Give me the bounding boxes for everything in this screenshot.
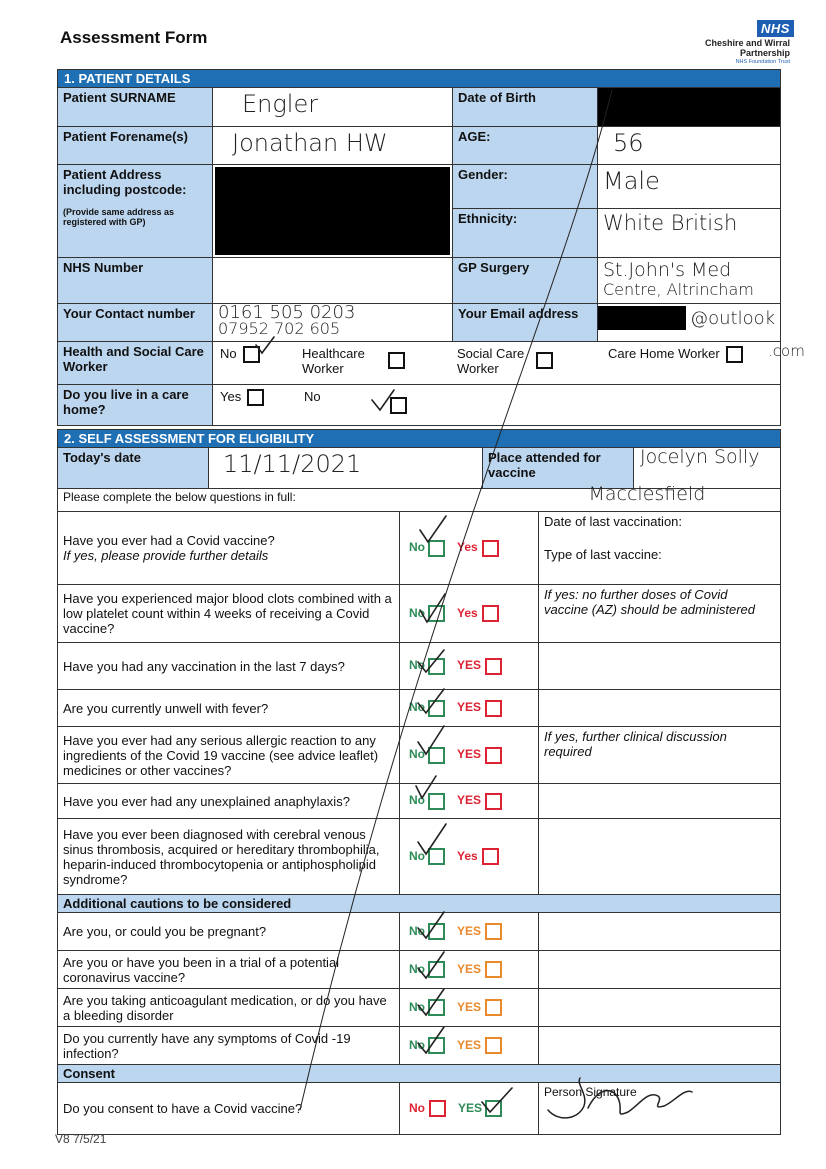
- gender-label: Gender:: [453, 165, 598, 209]
- nhs-logo: NHS: [757, 20, 794, 37]
- c1-note: [539, 951, 781, 989]
- q-consent: Do you consent to have a Covid vaccine?: [58, 1083, 400, 1135]
- q-anaphylaxis: Have you ever had any unexplained anaphylaxis?: [58, 784, 400, 819]
- q-allergic-reaction-note: If yes, further clinical discussion required: [539, 727, 781, 784]
- consent-yes-label: YES: [458, 1100, 483, 1115]
- forename-label: Patient Forename(s): [58, 127, 213, 165]
- email-value-tld: .com: [768, 342, 805, 360]
- signature-cell[interactable]: [539, 1083, 781, 1135]
- consent-yes-checkbox[interactable]: [485, 1100, 502, 1117]
- q3-no-label: No: [409, 700, 425, 715]
- hsc-social-checkbox[interactable]: [536, 352, 553, 369]
- q-covid-symptoms-answer: [400, 1027, 539, 1065]
- q-vaccination-7-days: Have you had any vaccination in the last 7 days?: [58, 643, 400, 690]
- section1-heading: 1. PATIENT DETAILS: [58, 70, 781, 88]
- q-blood-clots-answer: [400, 585, 539, 643]
- place-value-line2: Macclesfield: [588, 483, 706, 505]
- care-home-no-checkbox[interactable]: [390, 397, 407, 414]
- q-vaccine-trial: Are you or have you been in a trial of a potential coronavirus vaccine?: [58, 951, 400, 989]
- hsc-opt-carehome: [608, 346, 743, 363]
- q0-yes-label: Yes: [457, 540, 478, 555]
- place-field[interactable]: [634, 448, 780, 488]
- org-name-line1: Cheshire and Wirral: [705, 38, 790, 48]
- address-label-cell: [58, 165, 213, 258]
- care-home-yes-checkbox[interactable]: [247, 389, 264, 406]
- q-fever-answer: [400, 690, 539, 727]
- q-blood-clots: Have you experienced major blood clots combined with a low platelet count within 4 weeks of receiving a Covid vaccine?: [58, 585, 400, 643]
- hsc-opt-healthcare-label: Healthcare Worker: [302, 346, 365, 376]
- today-label: Today's date: [58, 448, 209, 488]
- email-value-suffix: @outlook: [690, 307, 776, 329]
- q6-note: [539, 819, 781, 895]
- q-fever: Are you currently unwell with fever?: [58, 690, 400, 727]
- surname-field[interactable]: [213, 88, 453, 127]
- q5-note: [539, 784, 781, 819]
- q5-no-label: No: [409, 793, 425, 808]
- q-covid-vaccine-note: [539, 512, 781, 585]
- org-name-line2: Partnership: [739, 48, 790, 58]
- q1-yes-checkbox[interactable]: [482, 605, 499, 622]
- q1-no-checkbox[interactable]: [428, 605, 445, 622]
- nhs-number-field[interactable]: [213, 258, 453, 304]
- q2-no-label: No: [409, 658, 425, 673]
- c0-no-label: No: [409, 923, 425, 938]
- c2-note: [539, 989, 781, 1027]
- q3-note: [539, 690, 781, 727]
- hsc-opt-social-label: Social Care Worker: [457, 346, 525, 376]
- email-redaction: [598, 306, 686, 330]
- q-covid-vaccine: [58, 512, 400, 585]
- place-line2-cell: [539, 483, 781, 512]
- gp-label: GP Surgery: [453, 258, 598, 304]
- c3-yes-label: YES: [457, 1037, 482, 1052]
- age-field[interactable]: [598, 127, 781, 165]
- care-home-label: Do you live in a care home?: [58, 385, 213, 426]
- q4-yes-label: YES: [457, 747, 482, 762]
- ethnicity-value: White British: [603, 211, 738, 236]
- q-covid-vaccine-subtext: If yes, please provide further details: [63, 548, 269, 563]
- q-covid-vaccine-answer: [400, 512, 539, 585]
- hsc-no-checkbox[interactable]: [243, 346, 260, 363]
- cautions-heading: Additional cautions to be considered: [58, 895, 781, 913]
- c1-yes-label: YES: [457, 961, 482, 976]
- q5-yes-checkbox[interactable]: [485, 793, 502, 810]
- q-blood-clots-note: If yes: no further doses of Covid vaccine (AZ) should be administered: [539, 585, 781, 643]
- q1-no-label: No: [409, 605, 425, 620]
- hsc-carehome-checkbox[interactable]: [726, 346, 743, 363]
- forename-value: Jonathan HW: [232, 129, 388, 157]
- c2-yes-checkbox[interactable]: [485, 999, 502, 1016]
- q6-yes-checkbox[interactable]: [482, 848, 499, 865]
- q-anaphylaxis-answer: [400, 784, 539, 819]
- place-label: Place attended for vaccine: [483, 448, 634, 488]
- hsc-healthcare-checkbox[interactable]: [388, 352, 405, 369]
- dob-label: Date of Birth: [453, 88, 598, 127]
- contact-label: Your Contact number: [58, 304, 213, 342]
- address-redaction: [215, 167, 450, 255]
- care-home-yes: [220, 389, 264, 406]
- gender-field[interactable]: [598, 165, 781, 209]
- patient-details-table: [57, 69, 805, 426]
- address-field[interactable]: [213, 165, 453, 258]
- q-covid-symptoms: Do you currently have any symptoms of Covid -19 infection?: [58, 1027, 400, 1065]
- q0-yes-checkbox[interactable]: [482, 540, 499, 557]
- c1-no-label: No: [409, 961, 425, 976]
- q2-note: [539, 643, 781, 690]
- q2-yes-label: YES: [457, 658, 482, 673]
- q5-no-checkbox[interactable]: [428, 793, 445, 810]
- ethnicity-field[interactable]: [598, 209, 781, 258]
- hsc-opt-no[interactable]: [220, 346, 260, 363]
- q0-note-type: Type of last vaccine:: [544, 547, 662, 562]
- c2-no-checkbox[interactable]: [428, 999, 445, 1016]
- q6-no-checkbox[interactable]: [428, 848, 445, 865]
- q0-no-label: No: [409, 540, 425, 555]
- c3-yes-checkbox[interactable]: [485, 1037, 502, 1054]
- c0-no-checkbox[interactable]: [428, 923, 445, 940]
- consent-heading: Consent: [58, 1065, 781, 1083]
- q4-no-checkbox[interactable]: [428, 747, 445, 764]
- q3-yes-checkbox[interactable]: [485, 700, 502, 717]
- consent-no-label: No: [409, 1100, 425, 1115]
- q4-yes-checkbox[interactable]: [485, 747, 502, 764]
- c3-no-checkbox[interactable]: [428, 1037, 445, 1054]
- consent-no-checkbox[interactable]: [429, 1100, 446, 1117]
- surname-value: Engler: [242, 90, 319, 118]
- gp-field[interactable]: [598, 258, 781, 304]
- section2-heading: 2. SELF ASSESSMENT FOR ELIGIBILITY: [58, 430, 781, 448]
- q3-yes-label: YES: [457, 700, 482, 715]
- c0-yes-label: YES: [457, 923, 482, 938]
- q-vaccination-7-days-answer: [400, 643, 539, 690]
- care-home-options: [213, 385, 781, 426]
- c2-no-label: No: [409, 999, 425, 1014]
- forename-field[interactable]: [213, 127, 453, 165]
- place-value-line1: Jocelyn Solly: [640, 446, 760, 468]
- q-pregnant-answer: [400, 913, 539, 951]
- q0-note-date: Date of last vaccination:: [544, 514, 683, 529]
- c0-note: [539, 913, 781, 951]
- q3-no-checkbox[interactable]: [428, 700, 445, 717]
- gender-value: Male: [603, 167, 660, 195]
- today-value: 11/11/2021: [223, 450, 362, 478]
- c0-yes-checkbox[interactable]: [485, 923, 502, 940]
- org-sub: NHS Foundation Trust: [735, 59, 790, 65]
- q-vaccine-trial-answer: [400, 951, 539, 989]
- q-cvst: Have you ever been diagnosed with cerebral venous sinus thrombosis, acquired or hereditary thrombophilia, heparin-induced thrombocytopenia or antiphospholipid syndrome?: [58, 819, 400, 895]
- q-anticoagulant-answer: [400, 989, 539, 1027]
- nhs-number-label: NHS Number: [58, 258, 213, 304]
- q-covid-vaccine-text: Have you ever had a Covid vaccine?: [63, 533, 275, 548]
- address-label: Patient Address including postcode:: [63, 167, 187, 197]
- email-field[interactable]: [598, 304, 781, 342]
- q2-no-checkbox[interactable]: [428, 658, 445, 675]
- q2-yes-checkbox[interactable]: [485, 658, 502, 675]
- q-allergic-reaction-answer: [400, 727, 539, 784]
- dob-redaction: [598, 88, 780, 126]
- hsc-worker-label: Health and Social Care Worker: [58, 342, 213, 385]
- q-cvst-answer: [400, 819, 539, 895]
- hsc-worker-options: [213, 342, 805, 385]
- gp-value-line2: Centre, Altrincham: [603, 280, 754, 299]
- q-allergic-reaction: Have you ever had any serious allergic reaction to any ingredients of the Covid 19 vaccine (see advice leaflet) medicines or other vaccines?: [58, 727, 400, 784]
- q4-no-label: No: [409, 747, 425, 762]
- signature-label: Person Signature: [544, 1085, 637, 1099]
- c2-yes-label: YES: [457, 999, 482, 1014]
- care-home-no-label: No: [304, 389, 321, 404]
- instructions: Please complete the below questions in full:: [58, 489, 539, 512]
- dob-field[interactable]: [598, 88, 781, 127]
- q-anticoagulant: Are you taking anticoagulant medication, or do you have a bleeding disorder: [58, 989, 400, 1027]
- contact-value-line1: 0161 505 0203: [218, 302, 356, 323]
- q-pregnant: Are you, or could you be pregnant?: [58, 913, 400, 951]
- c3-note: [539, 1027, 781, 1065]
- q6-yes-label: Yes: [457, 848, 478, 863]
- q1-yes-label: Yes: [457, 605, 478, 620]
- c1-no-checkbox[interactable]: [428, 961, 445, 978]
- gp-value-line1: St.John's Med: [603, 259, 732, 281]
- email-label: Your Email address: [453, 304, 598, 342]
- ethnicity-label: Ethnicity:: [453, 209, 598, 258]
- age-value: 56: [613, 129, 644, 157]
- q5-yes-label: YES: [457, 793, 482, 808]
- version-label: V8 7/5/21: [55, 1132, 107, 1146]
- address-note: (Provide same address as registered with GP): [63, 207, 175, 227]
- age-label: AGE:: [453, 127, 598, 165]
- contact-field[interactable]: [213, 304, 453, 342]
- contact-value-line2: 07952 702 605: [218, 319, 341, 338]
- surname-label: Patient SURNAME: [58, 88, 213, 127]
- c3-no-label: No: [409, 1037, 425, 1052]
- hsc-opt-no-label: No: [220, 346, 237, 361]
- q-consent-answer: [400, 1083, 539, 1135]
- q0-no-checkbox[interactable]: [428, 540, 445, 557]
- hsc-opt-carehome-label: Care Home Worker: [608, 346, 720, 361]
- c1-yes-checkbox[interactable]: [485, 961, 502, 978]
- today-field[interactable]: [209, 448, 483, 488]
- form-title: Assessment Form: [60, 28, 208, 47]
- eligibility-table: [57, 429, 781, 1135]
- care-home-yes-label: Yes: [220, 389, 242, 404]
- q6-no-label: No: [409, 848, 425, 863]
